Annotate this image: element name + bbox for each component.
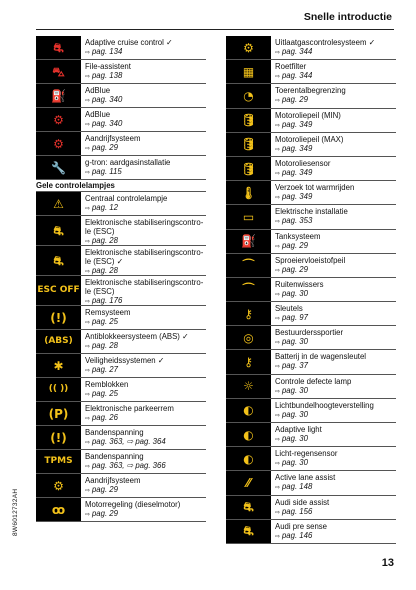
page-reference-link[interactable]: ⇨ pag. 30 bbox=[275, 385, 308, 395]
indicator-row bbox=[226, 60, 396, 84]
light-rain-sensor-icon: ◐ bbox=[226, 447, 271, 470]
drive-system-icon: ⚙ bbox=[36, 474, 81, 497]
arrow-right-icon: ⇨ bbox=[275, 169, 282, 177]
indicator-row bbox=[226, 302, 396, 326]
page-reference-link[interactable]: ⇨ pag. 363, ⇨ pag. 364 bbox=[85, 437, 166, 446]
indicator-row bbox=[226, 133, 396, 157]
oil-sensor-icon: 🛢 bbox=[226, 157, 271, 180]
indicator-label: Controle defecte lamp bbox=[275, 376, 352, 386]
indicator-label: Sleutels bbox=[275, 304, 303, 314]
page-reference-link[interactable]: ⇨ pag. 30 bbox=[275, 434, 308, 443]
arrow-right-icon: ⇨ bbox=[275, 49, 282, 56]
bulb-defect-icon: ☼ bbox=[226, 375, 271, 398]
engine-warning-icon: ⚙ bbox=[36, 108, 81, 131]
indicator-label: File-assistent bbox=[85, 62, 131, 71]
arrow-right-icon: ⇨ bbox=[85, 298, 92, 305]
indicator-label: Verzoek tot warmrijden bbox=[275, 183, 355, 193]
indicator-label: Active lane assist bbox=[275, 473, 336, 483]
indicator-label: Tanksysteem bbox=[275, 231, 321, 241]
arrow-right-icon: ⇨ bbox=[275, 145, 282, 153]
left-column bbox=[36, 36, 206, 522]
page-reference-link[interactable]: ⇨ pag. 97 bbox=[275, 313, 308, 323]
indicator-row bbox=[226, 254, 396, 278]
key-icon: ⚷ bbox=[226, 302, 271, 325]
arrow-right-icon: ⇨ bbox=[85, 439, 92, 446]
arrow-right-icon: ⇨ bbox=[85, 73, 92, 80]
key-battery-icon: ⚷ bbox=[226, 350, 271, 373]
cruise-control-icon: ⛐ bbox=[36, 36, 81, 59]
arrow-right-icon: ⇨ bbox=[85, 238, 92, 245]
arrow-right-icon: ⇨ bbox=[275, 508, 282, 516]
indicator-label: Ruitenwissers bbox=[275, 279, 324, 289]
arrow-right-icon: ⇨ bbox=[275, 121, 282, 129]
indicator-label-cont: le (ESC) bbox=[85, 287, 115, 296]
arrow-right-icon: ⇨ bbox=[275, 532, 282, 540]
particulate-filter-icon: ▦ bbox=[226, 60, 271, 83]
warning-triangle-icon: ⚠ bbox=[36, 192, 81, 215]
page-reference-link[interactable]: ⇨ pag. 148 bbox=[275, 482, 313, 492]
indicator-label: Roetfilter bbox=[275, 62, 307, 72]
indicator-row bbox=[36, 378, 206, 402]
indicator-label: Antiblokkeersysteem (ABS) ✓ bbox=[85, 332, 189, 341]
indicator-label: Audi side assist bbox=[275, 497, 330, 507]
indicator-label: Elektronische stabiliseringscontro- bbox=[85, 218, 204, 227]
indicator-row bbox=[36, 216, 206, 246]
indicator-row bbox=[226, 350, 396, 374]
indicator-label: Adaptive cruise control ✓ bbox=[85, 38, 173, 47]
page-reference-link[interactable]: ⇨ pag. 349 bbox=[275, 119, 313, 129]
indicator-row bbox=[36, 60, 206, 84]
indicator-label: AdBlue bbox=[85, 110, 111, 119]
indicator-label: Licht-regensensor bbox=[275, 449, 338, 459]
arrow-right-icon: ⇨ bbox=[275, 266, 282, 274]
arrow-right-icon: ⇨ bbox=[85, 415, 92, 422]
indicator-row bbox=[36, 36, 206, 60]
document-code: 8W6012732AH bbox=[12, 488, 19, 536]
fuel-pump-icon: ⛽ bbox=[226, 230, 271, 253]
indicator-label: Elektronische stabiliseringscontro- bbox=[85, 278, 204, 287]
wipers-icon: ⌒ bbox=[226, 278, 271, 301]
indicator-label: Lichtbundelhoogteverstelling bbox=[275, 400, 374, 410]
page-reference-link[interactable]: ⇨ pag. 28 bbox=[85, 236, 118, 245]
page-reference-link[interactable]: ⇨ pag. 25 bbox=[85, 317, 118, 326]
arrow-right-icon: ⇨ bbox=[85, 121, 92, 128]
fuel-nozzle-icon: ⛽ bbox=[36, 84, 81, 107]
esc-off-skid-icon: ⛐ bbox=[36, 246, 81, 275]
arrow-right-icon: ⇨ bbox=[275, 339, 282, 347]
indicator-row bbox=[226, 496, 396, 520]
indicator-row bbox=[226, 109, 396, 133]
tpms-icon: TPMS bbox=[36, 450, 81, 473]
brake-pads-icon: (( )) bbox=[36, 378, 81, 401]
indicator-label: Elektronische parkeerrem bbox=[85, 404, 174, 413]
indicator-label: Aandrijfsysteem bbox=[85, 134, 141, 143]
page-reference-link[interactable]: ⇨ pag. 30 bbox=[275, 409, 308, 419]
arrow-right-icon: ⇨ bbox=[275, 218, 282, 226]
indicator-label: AdBlue bbox=[85, 86, 111, 95]
indicator-label: Motoroliepeil (MIN) bbox=[275, 110, 341, 120]
page-header bbox=[36, 0, 394, 30]
indicator-row bbox=[226, 520, 396, 544]
page-reference-link[interactable]: ⇨ pag. 156 bbox=[275, 506, 313, 516]
arrow-right-icon: ⇨ bbox=[85, 205, 92, 212]
indicator-row bbox=[226, 399, 396, 423]
page-reference-link[interactable]: ⇨ pag. 349 bbox=[275, 167, 313, 177]
arrow-right-icon: ⇨ bbox=[275, 363, 282, 371]
side-assist-icon: ⛐ bbox=[226, 496, 271, 519]
indicator-row bbox=[226, 278, 396, 302]
page-reference-link[interactable]: ⇨ pag. 340 bbox=[85, 95, 123, 104]
indicator-row bbox=[36, 450, 206, 474]
arrow-right-icon: ⇨ bbox=[85, 268, 92, 275]
indicator-label: Sproeiervloeistofpeil bbox=[275, 255, 346, 265]
indicator-row bbox=[36, 426, 206, 450]
indicator-row bbox=[36, 246, 206, 276]
page-reference-link[interactable]: ⇨ pag. 146 bbox=[275, 530, 313, 540]
indicator-row bbox=[226, 375, 396, 399]
brake-system-icon: (!) bbox=[36, 306, 81, 329]
exhaust-engine-icon: ⚙ bbox=[226, 36, 271, 59]
right-column bbox=[226, 36, 396, 544]
tachometer-icon: ◔ bbox=[226, 84, 271, 107]
indicator-label: Bestuurderssportier bbox=[275, 328, 344, 338]
page-reference-link[interactable]: ⇨ pag. 29 bbox=[85, 509, 118, 518]
arrow-right-icon: ⇨ bbox=[85, 343, 92, 350]
indicator-label: Audi pre sense bbox=[275, 521, 328, 531]
arrow-right-icon: ⇨ bbox=[85, 487, 92, 494]
arrow-right-icon: ⇨ bbox=[85, 367, 92, 374]
indicator-row bbox=[36, 498, 206, 522]
airbag-icon: ✱ bbox=[36, 354, 81, 377]
page-reference-link[interactable]: ⇨ pag. 29 bbox=[85, 485, 118, 494]
page-reference-link[interactable]: ⇨ pag. 29 bbox=[275, 240, 308, 250]
indicator-row bbox=[36, 306, 206, 330]
arrow-right-icon: ⇨ bbox=[85, 145, 92, 152]
indicator-label: g-tron: aardgasinstallatie bbox=[85, 158, 171, 167]
steering-lock-icon: ◎ bbox=[226, 326, 271, 349]
arrow-right-icon: ⇨ bbox=[85, 97, 92, 104]
battery-icon: ▭ bbox=[226, 205, 271, 228]
indicator-row bbox=[36, 84, 206, 108]
indicator-row bbox=[226, 471, 396, 495]
indicator-label-cont: le (ESC) ✓ bbox=[85, 257, 124, 266]
page-reference-link[interactable]: ⇨ pag. 138 bbox=[85, 71, 123, 80]
indicator-label: Veiligheidssystemen ✓ bbox=[85, 356, 165, 365]
page-reference-link[interactable]: ⇨ pag. 29 bbox=[275, 95, 308, 105]
indicator-row bbox=[226, 157, 396, 181]
pre-sense-icon: ⛐ bbox=[226, 520, 271, 543]
page-reference-link[interactable]: ⇨ pag. 340 bbox=[85, 119, 123, 128]
arrow-right-icon: ⇨ bbox=[275, 194, 282, 202]
page-reference-link[interactable]: ⇨ pag. 344 bbox=[275, 71, 313, 81]
indicator-row bbox=[36, 474, 206, 498]
page-reference-link[interactable]: ⇨ pag. 353 bbox=[275, 216, 313, 226]
tire-pressure-icon: (!) bbox=[36, 426, 81, 449]
indicator-row bbox=[36, 354, 206, 378]
page-reference-link[interactable]: ⇨ pag. 29 bbox=[275, 264, 308, 274]
indicator-row bbox=[36, 192, 206, 216]
arrow-right-icon: ⇨ bbox=[275, 242, 282, 250]
page-reference-link[interactable]: ⇨ pag. 134 bbox=[85, 47, 123, 56]
page-reference-link[interactable]: ⇨ pag. 176 bbox=[85, 296, 123, 305]
indicator-row bbox=[226, 84, 396, 108]
page-number: 13 bbox=[381, 557, 394, 569]
indicator-label: Bandenspanning bbox=[85, 428, 144, 437]
arrow-right-icon: ⇨ bbox=[275, 73, 282, 81]
indicator-label: Toerentalbegrenzing bbox=[275, 86, 346, 96]
section-heading: Gele controlelampjes bbox=[36, 180, 206, 192]
arrow-right-icon: ⇨ bbox=[85, 169, 92, 176]
preheat-thermometer-icon: 🌡 bbox=[226, 181, 271, 204]
arrow-right-icon: ⇨ bbox=[275, 411, 282, 419]
arrow-right-icon: ⇨ bbox=[85, 511, 92, 518]
abs-icon: (ABS) bbox=[36, 330, 81, 353]
page-reference-link[interactable]: ⇨ pag. 349 bbox=[275, 192, 313, 202]
indicator-label: Motoroliesensor bbox=[275, 158, 331, 168]
wrench-icon: 🔧 bbox=[36, 156, 81, 179]
parking-brake-icon: (P) bbox=[36, 402, 81, 425]
page-reference-link[interactable]: ⇨ pag. 30 bbox=[275, 288, 308, 298]
esc-off-text-icon: ESC OFF bbox=[36, 276, 81, 305]
page-reference-link[interactable]: ⇨ pag. 28 bbox=[85, 341, 118, 350]
indicator-row bbox=[226, 326, 396, 350]
page-reference-link[interactable]: ⇨ pag. 12 bbox=[85, 203, 118, 212]
indicator-row bbox=[226, 447, 396, 471]
indicator-row bbox=[226, 423, 396, 447]
esc-skid-icon: ⛐ bbox=[36, 216, 81, 245]
indicator-label-cont: le (ESC) bbox=[85, 227, 115, 236]
headlight-range-icon: ◐ bbox=[226, 399, 271, 422]
indicator-row bbox=[36, 330, 206, 354]
page-reference-link[interactable]: ⇨ pag. 349 bbox=[275, 143, 313, 153]
arrow-right-icon: ⇨ bbox=[275, 436, 282, 443]
car-collision-icon: ⛍ bbox=[36, 60, 81, 83]
header-title: Snelle introductie bbox=[303, 11, 392, 23]
indicator-row bbox=[36, 108, 206, 132]
arrow-right-icon: ⇨ bbox=[275, 290, 282, 298]
page-reference-link[interactable]: ⇨ pag. 26 bbox=[85, 413, 118, 422]
arrow-right-icon: ⇨ bbox=[85, 463, 92, 470]
indicator-label: Remblokken bbox=[85, 380, 129, 389]
arrow-right-icon: ⇨ bbox=[275, 387, 282, 395]
indicator-label: Motoroliepeil (MAX) bbox=[275, 134, 344, 144]
indicator-row bbox=[36, 276, 206, 306]
adaptive-light-icon: ◐ bbox=[226, 423, 271, 446]
indicator-row bbox=[36, 132, 206, 156]
indicator-label: Motorregeling (dieselmotor) bbox=[85, 500, 181, 509]
page-reference-link[interactable]: ⇨ pag. 30 bbox=[275, 337, 308, 347]
page-reference-link[interactable]: ⇨ pag. 25 bbox=[85, 389, 118, 398]
indicator-label: Centraal controlelampje bbox=[85, 194, 168, 203]
indicator-label: Uitlaatgascontrolesysteem ✓ bbox=[275, 38, 376, 47]
indicator-label: Adaptive light bbox=[275, 425, 322, 434]
page-reference-link[interactable]: ⇨ pag. 363, ⇨ pag. 366 bbox=[85, 461, 166, 470]
washer-fluid-icon: ⌒ bbox=[226, 254, 271, 277]
arrow-right-icon: ⇨ bbox=[275, 484, 282, 492]
arrow-right-icon: ⇨ bbox=[275, 315, 282, 323]
arrow-right-icon: ⇨ bbox=[275, 460, 282, 468]
indicator-row bbox=[226, 230, 396, 254]
page-reference-link[interactable]: ⇨ pag. 30 bbox=[275, 458, 308, 468]
page-reference-link[interactable]: ⇨ pag. 28 bbox=[85, 266, 118, 275]
arrow-right-icon: ⇨ bbox=[275, 97, 282, 105]
page-reference-link[interactable]: ⇨ pag. 27 bbox=[85, 365, 118, 374]
indicator-label: Aandrijfsysteem bbox=[85, 476, 141, 485]
oil-level-min-icon: 🛢 bbox=[226, 109, 271, 132]
indicator-row bbox=[226, 36, 396, 60]
glow-plug-icon: ꝏ bbox=[36, 498, 81, 521]
indicator-row bbox=[36, 402, 206, 426]
lane-assist-icon: ⁄⁄ bbox=[226, 471, 271, 494]
page-reference-link[interactable]: ⇨ pag. 344 bbox=[275, 47, 313, 56]
arrow-right-icon: ⇨ bbox=[85, 319, 92, 326]
indicator-row bbox=[226, 181, 396, 205]
page-reference-link[interactable]: ⇨ pag. 115 bbox=[85, 167, 122, 176]
indicator-label: Bandenspanning bbox=[85, 452, 144, 461]
arrow-right-icon: ⇨ bbox=[85, 391, 92, 398]
page-reference-link[interactable]: ⇨ pag. 29 bbox=[85, 143, 118, 152]
indicator-label: Elektronische stabiliseringscontro- bbox=[85, 248, 204, 257]
drive-system-icon: ⚙ bbox=[36, 132, 81, 155]
arrow-right-icon: ⇨ bbox=[85, 49, 92, 56]
page-reference-link[interactable]: ⇨ pag. 37 bbox=[275, 361, 308, 371]
indicator-row bbox=[36, 156, 206, 180]
oil-level-max-icon: 🛢 bbox=[226, 133, 271, 156]
indicator-label: Elektrische installatie bbox=[275, 207, 348, 217]
indicator-label: Batterij in de wagensleutel bbox=[275, 352, 367, 362]
indicator-row bbox=[226, 205, 396, 229]
indicator-label: Remsysteem bbox=[85, 308, 131, 317]
